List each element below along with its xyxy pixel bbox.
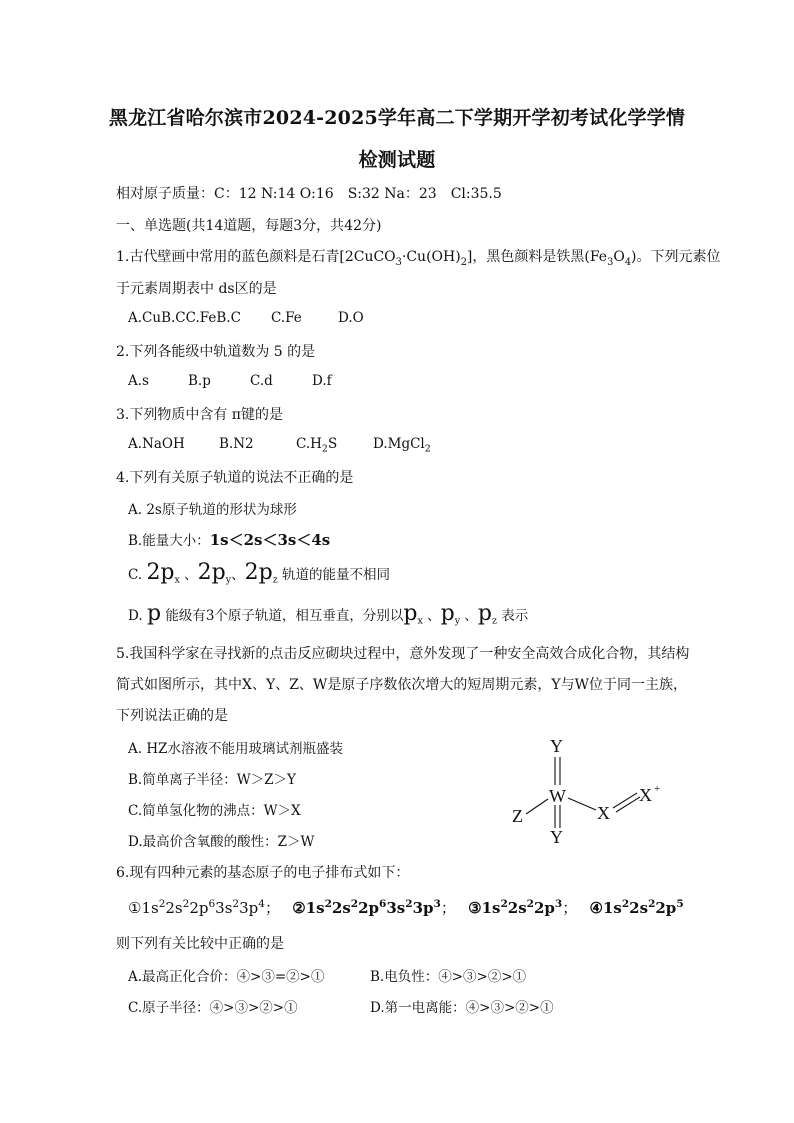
q1-option-c[interactable]: C.Fe xyxy=(271,310,302,326)
q3-option-b[interactable]: B.N2 xyxy=(219,436,254,452)
question-1: 1.古代壁画中常用的蓝色颜料是石青$[2CuCO_3\cdot Cu(OH)_2]$，黑色颜料是铁黑$(Fe_3O_4)$。下列元素位 xyxy=(116,249,721,268)
q5-option-b[interactable]: B.简单离子半径：W＞Z＞Y xyxy=(128,772,296,788)
atomic-masses: 相对原子质量：C：12 N:14 O:16 S:32 Na：23 Cl:35.5 xyxy=(116,186,502,202)
page-title: 黑龙江省哈尔滨市2024-2025学年高二下学期开学初考试化学学情 xyxy=(108,107,686,129)
atom-charge: + xyxy=(654,783,661,795)
q5-option-c[interactable]: C.简单氢化物的沸点：W＞X xyxy=(128,803,301,819)
q6-option-c[interactable]: C.原子半径：④>③>②>① xyxy=(128,1000,298,1016)
q6-option-d[interactable]: D.第一电离能：④>③>②>① xyxy=(370,1000,554,1016)
q3-option-c[interactable]: $C.H_2S$ xyxy=(296,436,338,455)
question-2: 2.下列各能级中轨道数为 5 的是 xyxy=(116,344,316,360)
electron-configurations: $①1s^22s^22p^63s^23p^4$； $②1s^22s^22p^63s^23p^3$； $③1s^22s^22p^3$； $④1s^22s^22p^5$ xyxy=(128,898,684,917)
q3-option-d[interactable]: D.MgCl$_2$ xyxy=(373,436,431,455)
bond-w-x xyxy=(568,798,596,810)
section-heading: 一、单选题(共14道题，每题3分，共42分) xyxy=(116,218,382,234)
q3-option-a[interactable]: A.NaOH xyxy=(128,436,185,452)
atom-y-bottom: Y xyxy=(550,827,563,847)
config-4: $1s^22s^22p^5$ xyxy=(602,898,684,917)
config-3: $1s^22s^22p^3$ xyxy=(481,898,563,917)
question-1-line2: 于元素周期表中 ds区的是 xyxy=(116,281,277,297)
config-2: $1s^22s^22p^63s^23p^3$ xyxy=(305,898,441,917)
q4-option-b[interactable]: B.能量大小：1s＜2s＜3s＜4s xyxy=(128,531,331,549)
atom-w: W xyxy=(549,786,566,806)
q4-option-a[interactable]: A. 2s原子轨道的形状为球形 xyxy=(128,502,297,518)
question-5: 5.我国科学家在寻找新的点击反应砌块过程中，意外发现了一种安全高效合成化合物，其结构 xyxy=(116,646,690,662)
q2-option-b[interactable]: B.p xyxy=(188,373,211,389)
question-6-line3: 则下列有关比较中正确的是 xyxy=(116,936,284,952)
bond-z-w xyxy=(526,799,548,814)
question-3: 3.下列物质中含有 π键的是 xyxy=(116,407,284,423)
q2-option-a[interactable]: A.s xyxy=(128,373,149,389)
question-5-line3: 下列说法正确的是 xyxy=(116,708,228,724)
molecular-structure-diagram xyxy=(490,730,690,860)
question-5-line2: 简式如图所示，其中X、Y、Z、W是原子序数依次增大的短周期元素，Y与W位于同一主族， xyxy=(116,677,687,693)
q1-option-a[interactable]: A.CuB.CC.FeB.C xyxy=(128,310,241,326)
q2-option-c[interactable]: C.d xyxy=(250,373,273,389)
q1-option-d[interactable]: D.O xyxy=(338,310,364,326)
q5-option-d[interactable]: D.最高价含氧酸的酸性：Z＞W xyxy=(128,834,315,850)
question-4: 4.下列有关原子轨道的说法不正确的是 xyxy=(116,470,354,486)
atom-x-plus: X xyxy=(639,785,652,805)
question-6: 6.现有四种元素的基态原子的电子排布式如下： xyxy=(116,865,410,881)
q2-option-d[interactable]: D.f xyxy=(312,373,332,389)
q5-option-a[interactable]: A. HZ水溶液不能用玻璃试剂瓶盛装 xyxy=(128,741,343,757)
q6-option-b[interactable]: B.电负性：④>③>②>① xyxy=(370,969,527,985)
atom-z: Z xyxy=(512,806,523,826)
atom-x: X xyxy=(597,803,610,823)
q4-option-d[interactable]: D. p 能级有3个原子轨道，相互垂直，分别以$p_x$ 、$p_y$ 、$p_z$ 表示 xyxy=(128,601,529,627)
q6-option-a[interactable]: A.最高正化合价：④>③=②>① xyxy=(128,969,325,985)
q4-option-c[interactable]: C. $2p_x$ 、$2p_y$、$2p_z$ 轨道的能量不相同 xyxy=(128,560,390,586)
config-1: $1s^22s^22p^63s^23p^4$ xyxy=(141,898,265,917)
page-title-line2: 检测试题 xyxy=(358,149,436,171)
atom-y-top: Y xyxy=(550,736,563,756)
